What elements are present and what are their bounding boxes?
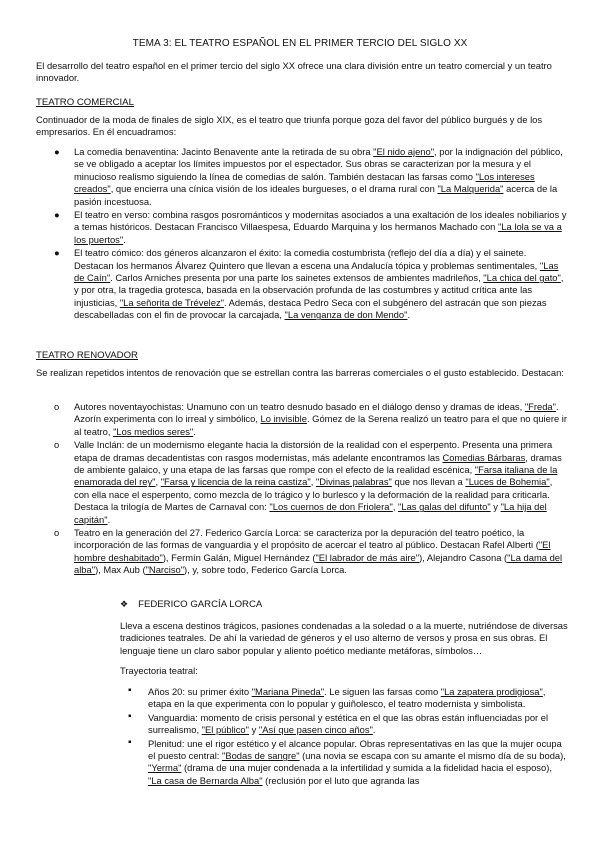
work-title: "Mariana Pineda": [251, 686, 325, 697]
renovador-list: [36, 401, 568, 577]
comercial-list: [36, 146, 568, 322]
work-title: "Divinas palabras": [315, 476, 392, 488]
circle-bullet-icon: o: [54, 439, 60, 451]
comercial-intro: Continuador de la moda de finales de siglo XIX, es el teatro que triunfa porque goza del favor del público burgués y de los empresarios. En él encuadramos:: [36, 114, 543, 138]
work-title: "El nido ajeno": [373, 146, 435, 157]
bullet-icon: ●: [54, 146, 60, 157]
work-title: "Las de Caín": [74, 259, 559, 284]
list-item-anos-20: ▪ Años 20: su primer éxito "Mariana Pineda". Le siguen las farsas como "La zapatera prodigiosa", etapa en la que experimenta con lo popular y guiñolesco, el teatro modernista y simbolista.: [128, 685, 546, 710]
renovador-intro: Se realizan repetidos intentos de renovación que se estrellan contra las barreras comerciales o el gusto establecido. Destacan:: [36, 367, 564, 378]
square-bullet-icon: ▪: [128, 710, 132, 722]
work-title: "Bodas de sangre": [222, 750, 300, 762]
list-item-teatro-comico: ● El teatro cómico: dos géneros alcanzaron el éxito: la comedia costumbrista (reflejo del día a día) y el sainete. Destacan los hermanos Álvarez Quintero que llevan a escena una Andalucía tópica y problemas sentimentales, "Las de Caín". Carlos Arniches presenta por una parte los sainetes extensos de ambientes madrileños, "La chica del gato", y por otra, la tragedia grotesca, basada en la observación profunda de las costumbres y actitud crítica ante las injusticias, "La señorita de Trévelez". Además, destaca Pedro Seca con el subgénero del astracán que son piezas descabelladas con el fin de provocar la carcajada, "La venganza de don Mendo".: [54, 247, 564, 321]
lorca-description: Lleva a escena destinos trágicos, pasiones condenadas a la soledad o a la muerte, nutriéndose de diversas tradiciones teatrales. De ahí la variedad de géneros y el uso alterno de versos y prosa en sus obras. El lenguaje tiene un claro sabor popular y aliento poético mediante metáforas, símbolos…: [120, 620, 568, 656]
work-title: "Los medios seres": [113, 425, 194, 437]
work-title: "Freda": [524, 401, 556, 412]
circle-bullet-icon: o: [54, 401, 60, 412]
list-item-valle-inclan: o Valle Inclán: de un modernismo elegante hacia la distorsión de la realidad con el esperpento. Presenta una primera etapa de dramas decadentistas con rasgos modernistas, más adelante encontramos las Comedias Bárbaras, dramas de ambiente galaico, y una etapa de las farsas que rompe con el efecto de la realidad escénica, "Farsa italiana de la enamorada del rey", "Farsa y licencia de la reina castiza", "Divinas palabras" que nos llevan a "Luces de Bohemia", con ella nace el esperpento, como mezcla de lo trágico y lo burlesco y la deformación de la realidad para criticarla. Destaca la trilogía de Martes de Carnaval con: "Los cuernos de don Friolera", "Las galas del difunto" y "La hija del capitán".: [54, 439, 562, 525]
bullet-icon: ●: [54, 209, 60, 221]
work-title: "Luces de Bohemia": [465, 476, 550, 488]
work-title: "Así que pasen cinco años": [258, 724, 373, 736]
work-title: "La venganza de don Mendo": [284, 309, 408, 321]
diamond-bullet-icon: ❖: [120, 599, 129, 609]
square-bullet-icon: ▪: [128, 685, 132, 696]
circle-bullet-icon: o: [54, 527, 60, 539]
list-item-plenitud: ▪ Plenitud: une el rigor estético y el alcance popular. Obras representativas en las que la mujer ocupa el puesto central: "Bodas de sangre" (una novia se escapa con su amante el mismo día de su boda), "Yerma" (drama de una mujer condenada a la infertilidad y sumida a la fidelidad hacia el esposo), "La casa de Bernarda Alba" (reclusión por el luto que agranda las: [128, 736, 566, 786]
list-item-generacion-27: o Teatro en la generación del 27. Federico García Lorca: se caracteriza por la depuración del teatro poético, la incorporación de las formas de vanguardia y el propósito de acercar el teatro al público. Destacan Rafel Alberti ("El hombre deshabitado"), Fermín Galán, Miguel Hernández ("El labrador de más aire"), Alejandro Casona ("La dama del alba"), Max Aub ("Narciso"), y, sobre todo, Federico García Lorca.: [54, 527, 563, 576]
work-title: "Los intereses creados": [74, 170, 535, 195]
work-title: "El hombre deshabitado": [74, 539, 551, 563]
heading-lorca: ❖ FEDERICO GARCÍA LORCA: [120, 599, 263, 610]
work-title: "El labrador de más aire": [315, 551, 420, 563]
work-title: Lo invisible: [260, 413, 307, 425]
document-title: TEMA 3: EL TEATRO ESPAÑOL EN EL PRIMER TERCIO DEL SIGLO XX: [132, 38, 468, 49]
intro-paragraph: El desarrollo del teatro español en el primer tercio del siglo XX ofrece una clara división entre un teatro comercial y un teatro innovador.: [36, 60, 552, 84]
work-title: "La chica del gato": [483, 272, 561, 284]
heading-teatro-renovador: TEATRO RENOVADOR: [36, 350, 138, 361]
work-title: "La señorita de Trévelez": [119, 296, 224, 308]
heading-teatro-comercial: TEATRO COMERCIAL: [36, 97, 134, 108]
work-title: "La casa de Bernarda Alba": [148, 774, 263, 786]
work-title: "La dama del alba": [74, 551, 563, 576]
trayectoria-label: Trayectoria teatral:: [120, 665, 198, 676]
square-bullet-icon: ▪: [128, 736, 132, 748]
list-item-comedia-benaventina: ● La comedia benaventina: Jacinto Benavente ante la retirada de su obra "El nido ajeno", por la indignación del público, se ve obligado a aceptar los límites impuestos por el espectador. Sus obras se caracterizan por la mesura y el minucioso realismo siguiendo la línea de comedias de salón. También destacan las farsas como "Los intereses creados", que encierra una cínica visión de los ideales burgueses, o el drama rural con "La Malquerida" acerca de la pasión incestuosa.: [54, 146, 563, 207]
work-title: "La Malquerida": [437, 183, 504, 195]
work-title: "La hija del capitán": [74, 501, 547, 525]
work-title: Comedias Bárbaras: [442, 451, 526, 463]
work-title: "Farsa y licencia de la reina castiza": [160, 476, 311, 488]
bullet-icon: ●: [54, 247, 60, 259]
list-item-vanguardia: ▪ Vanguardia: momento de crisis personal y estética en el que las obras están influenciadas por el surrealismo, "El público" y "Así que pasen cinco años".: [128, 710, 549, 736]
work-title: "Yerma": [148, 762, 182, 774]
work-title: "Farsa italiana de la enamorada del rey": [74, 464, 558, 488]
list-item-teatro-verso: ● El teatro en verso: combina rasgos posrománticos y modernitas asociados a una exaltación de los ideales nobiliarios y a temas históricos. Destacan Francisco Villaespesa, Eduardo Marquina y los hermanos Machado con "La lola se va a los puertos".: [54, 209, 567, 245]
work-title: "Las galas del difunto": [398, 501, 491, 513]
work-title: "Los cuernos de don Friolera": [269, 501, 393, 513]
work-title: "El público": [201, 724, 249, 736]
work-title: "Narciso": [145, 564, 185, 576]
work-title: "La lola se va a los puertos": [74, 221, 562, 245]
trayectoria-list: [120, 686, 568, 787]
list-item-noventayochistas: o Autores noventayochistas: Unamuno con un teatro desnudo basado en el diálogo denso y dramas de ideas, "Freda". Azorín experimenta con lo irreal y simbólico, Lo invisible. Gómez de la Serena realizó un teatro para el que no quiere ir al teatro, "Los medios seres".: [54, 401, 567, 437]
work-title: "La zapatera prodigiosa": [440, 686, 543, 697]
